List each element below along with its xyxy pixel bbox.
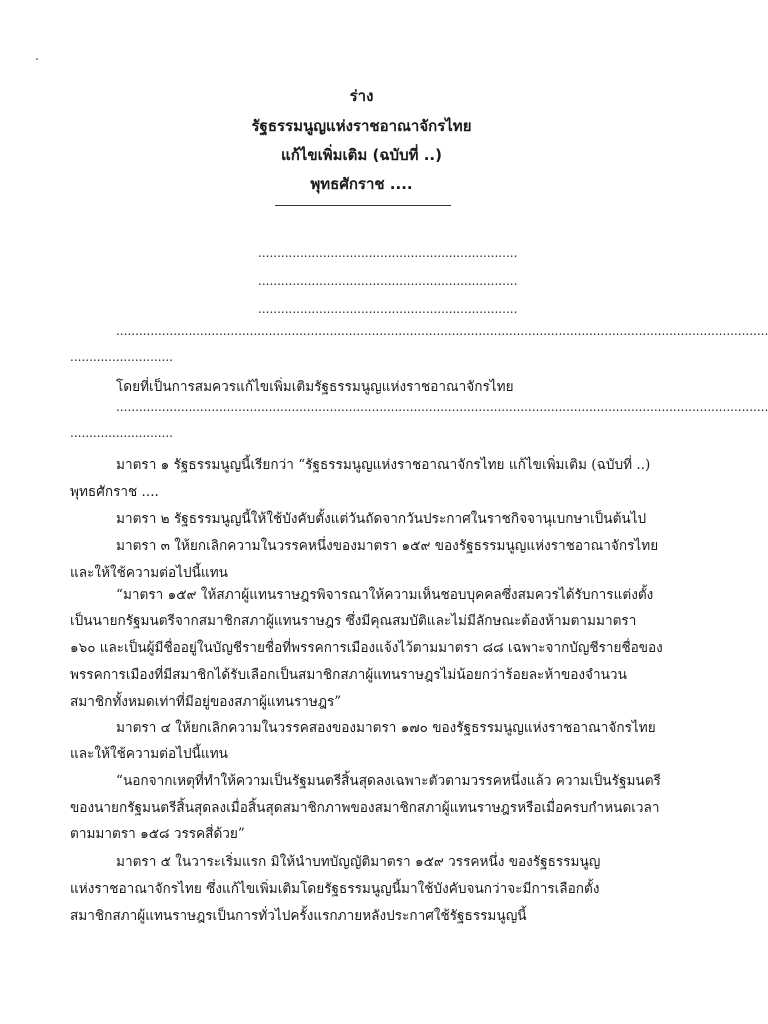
year-line: พุทธศักราช ....	[310, 175, 413, 193]
amendment-title: แก้ไขเพิ่มเติม (ฉบับที่ ..)	[281, 146, 442, 164]
section-2-line-1: มาตรา ๒ รัฐธรรมนูญนี้ให้ใช้บังคับตั้งแต่วันถัดจากวันประกาศในราชกิจจานุเบกษาเป็นต้นไป	[116, 511, 647, 527]
preamble-text: โดยที่เป็นการสมควรแก้ไขเพิ่มเติมรัฐธรรมนูญแห่งราชอาณาจักรไทย	[116, 379, 514, 395]
section-5-line-1: มาตรา ๕ ในวาระเริ่มแรก มิให้นำบทบัญญัติมาตรา ๑๕๙ วรรคหนึ่ง ของรัฐธรรมนูญ	[116, 854, 601, 870]
section-170-line-2: ของนายกรัฐมนตรีสิ้นสุดลงเมื่อสิ้นสุดสมาชิกภาพของสมาชิกสภาผู้แทนราษฎรหรือเมื่อครบกำหนดเวลา	[70, 800, 660, 816]
section-159-line-2: เป็นนายกรัฐมนตรีจากสมาชิกสภาผู้แทนราษฎร ซึ่งมีคุณสมบัติและไม่มีลักษณะต้องห้ามตามมาตรา	[70, 613, 637, 629]
placeholder-line-1: ....................................................................	[258, 246, 518, 260]
placeholder-long-2: ...........................................................................................................................................................................	[116, 400, 768, 414]
scan-speck	[36, 58, 38, 60]
section-3-line-1: มาตรา ๓ ให้ยกเลิกความในวรรคหนึ่งของมาตรา ๑๕๙ ของรัฐธรรมนูญแห่งราชอาณาจักรไทย	[116, 538, 659, 554]
placeholder-line-2: ....................................................................	[258, 274, 518, 288]
section-159-line-4: พรรคการเมืองที่มีสมาชิกได้รับเลือกเป็นสมาชิกสภาผู้แทนราษฎรไม่น้อยกว่าร้อยละห้าของจำนวน	[70, 667, 627, 683]
placeholder-long-1: ...........................................................................................................................................................................	[116, 324, 768, 338]
draft-label: ร่าง	[349, 87, 374, 105]
section-5-line-3: สมาชิกสภาผู้แทนราษฎรเป็นการทั่วไปครั้งแรกภายหลังประกาศใช้รัฐธรรมนูญนี้	[70, 908, 527, 924]
placeholder-tail-2: ...........................	[70, 426, 173, 440]
section-159-line-1: “มาตรา ๑๕๙ ให้สภาผู้แทนราษฎรพิจารณาให้ความเห็นชอบบุคคลซึ่งสมควรได้รับการแต่งตั้ง	[116, 587, 654, 603]
placeholder-tail-1: ...........................	[70, 350, 173, 364]
placeholder-line-3: ....................................................................	[258, 302, 518, 316]
section-4-line-1: มาตรา ๔ ให้ยกเลิกความในวรรคสองของมาตรา ๑๗๐ ของรัฐธรรมนูญแห่งราชอาณาจักรไทย	[116, 720, 656, 736]
section-170-line-3: ตามมาตรา ๑๕๘ วรรคสี่ด้วย”	[70, 826, 245, 842]
section-159-line-5: สมาชิกทั้งหมดเท่าที่มีอยู่ของสภาผู้แทนราษฎร”	[70, 694, 342, 710]
title-underline	[275, 205, 451, 206]
constitution-title: รัฐธรรมนูญแห่งราชอาณาจักรไทย	[251, 117, 472, 135]
section-1-line-2: พุทธศักราช ....	[70, 484, 159, 500]
section-159-line-3: ๑๖๐ และเป็นผู้มีชื่ออยู่ในบัญชีรายชื่อที่พรรคการเมืองแจ้งไว้ตามมาตรา ๘๘ เฉพาะจากบัญชีรายชื่อของ	[70, 640, 663, 656]
section-5-line-2: แห่งราชอาณาจักรไทย ซึ่งแก้ไขเพิ่มเติมโดยรัฐธรรมนูญนี้มาใช้บังคับจนกว่าจะมีการเลือกตั้ง	[70, 881, 600, 897]
section-170-line-1: “นอกจากเหตุที่ทำให้ความเป็นรัฐมนตรีสิ้นสุดลงเฉพาะตัวตามวรรคหนึ่งแล้ว ความเป็นรัฐมนตรี	[116, 773, 661, 789]
section-4-line-2: และให้ใช้ความต่อไปนี้แทน	[70, 746, 228, 762]
section-3-line-2: และให้ใช้ความต่อไปนี้แทน	[70, 565, 228, 581]
section-1-line-1: มาตรา ๑ รัฐธรรมนูญนี้เรียกว่า “รัฐธรรมนูญแห่งราชอาณาจักรไทย แก้ไขเพิ่มเติม (ฉบับที่ ..)	[116, 457, 651, 473]
